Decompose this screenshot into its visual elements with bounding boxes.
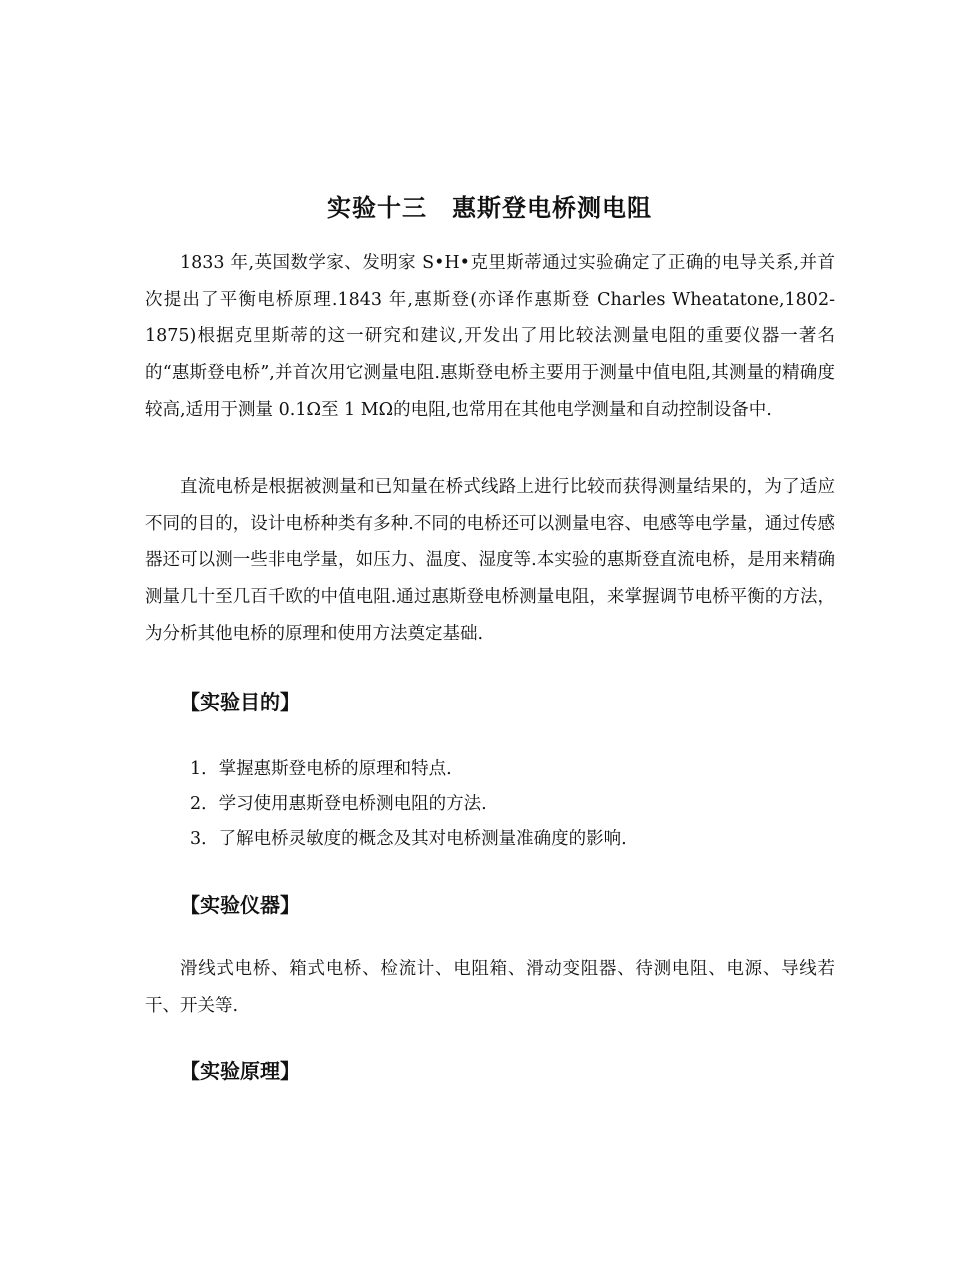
- purpose-item: 2．学习使用惠斯登电桥测电阻的方法.: [190, 794, 487, 814]
- section-heading-apparatus: 【实验仪器】: [180, 893, 300, 917]
- section-heading-principle: 【实验原理】: [180, 1059, 300, 1083]
- intro-paragraph-history: 1833 年,英国数学家、发明家 S•H•克里斯蒂通过实验确定了正确的电导关系,并首次提出了平衡电桥原理.1843 年,惠斯登(亦译作惠斯登 Charles Wheatatone,1802-1875)根据克里斯蒂的这一研究和建议,开发出了用比较法测量电阻的重要仪器一著名的“惠斯登电桥”,并首次用它测量电阻.惠斯登电桥主要用于测量中值电阻,其测量的精确度较高,适用于测量 0.1Ω至 1 MΩ的电阻,也常用在其他电学测量和自动控制设备中.: [145, 253, 835, 420]
- section-heading-purpose: 【实验目的】: [180, 690, 300, 714]
- apparatus-paragraph: 滑线式电桥、箱式电桥、检流计、电阻箱、滑动变阻器、待测电阻、电源、导线若干、开关等.: [145, 959, 835, 1016]
- purpose-list: [190, 752, 627, 857]
- intro-paragraph-bridge: 直流电桥是根据被测量和已知量在桥式线路上进行比较而获得测量结果的，为了适应不同的目的，设计电桥种类有多种.不同的电桥还可以测量电容、电感等电学量，通过传感器还可以测一些非电学量，如压力、温度、湿度等.本实验的惠斯登直流电桥，是用来精确测量几十至几百千欧的中值电阻.通过惠斯登电桥测量电阻，来掌握调节电桥平衡的方法，为分析其他电桥的原理和使用方法奠定基础.: [145, 477, 835, 644]
- purpose-item: 3．了解电桥灵敏度的概念及其对电桥测量准确度的影响.: [190, 829, 627, 849]
- purpose-item: 1．掌握惠斯登电桥的原理和特点.: [190, 759, 452, 779]
- document-title: 实验十三 惠斯登电桥测电阻: [327, 194, 652, 223]
